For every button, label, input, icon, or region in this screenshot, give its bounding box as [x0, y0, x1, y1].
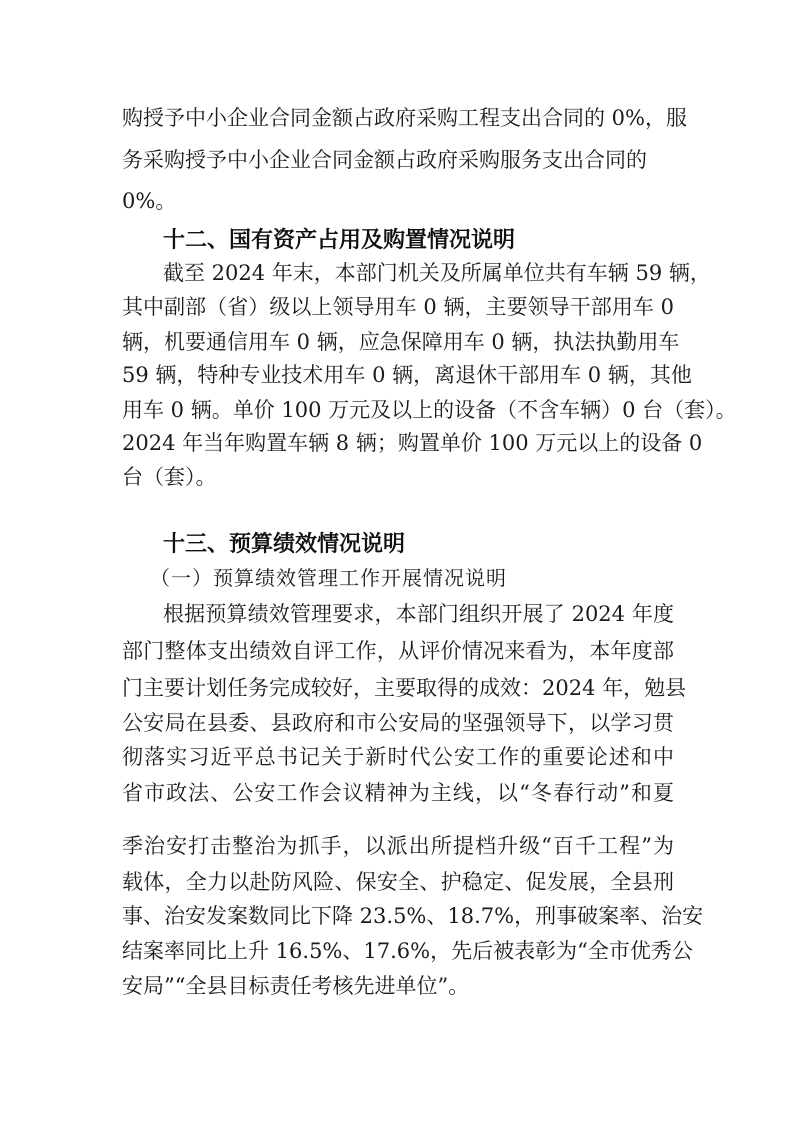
paragraph-line: 彻落实习近平总书记关于新时代公安工作的重要论述和中: [122, 745, 674, 769]
paragraph-line: 部门整体支出绩效自评工作，从评价情况来看为，本年度部: [122, 639, 674, 663]
paragraph-line: 其中副部（省）级以上领导用车 0 辆，主要领导干部用车 0: [122, 295, 674, 319]
paragraph-line: 省市政法、公安工作会议精神为主线，以“冬春行动”和夏: [122, 781, 674, 805]
section-heading-12: 十二、国有资产占用及购置情况说明: [163, 228, 516, 253]
paragraph-line: 2024 年当年购置车辆 8 辆；购置单价 100 万元以上的设备 0: [122, 431, 703, 455]
paragraph-line: 购授予中小企业合同金额占政府采购工程支出合同的 0%，服: [122, 106, 687, 130]
paragraph-line: 务采购授予中小企业合同金额占政府采购服务支出合同的: [122, 148, 647, 172]
paragraph-line: 结案率同比上升 16.5%、17.6%，先后被表彰为“全市优秀公: [122, 939, 693, 963]
section-heading-13: 十三、预算绩效情况说明: [163, 532, 406, 557]
paragraph-line: 公安局在县委、县政府和市公安局的坚强领导下，以学习贯: [122, 711, 674, 735]
subsection-heading: （一）预算绩效管理工作开展情况说明: [150, 566, 507, 590]
paragraph-line: 门主要计划任务完成较好，主要取得的成效：2024 年，勉县: [122, 676, 687, 700]
paragraph-line: 根据预算绩效管理要求，本部门组织开展了 2024 年度: [163, 602, 674, 626]
paragraph-line: 季治安打击整治为抓手，以派出所提档升级“百千工程”为: [122, 834, 674, 858]
paragraph-line: 截至 2024 年末，本部门机关及所属单位共有车辆 59 辆，: [163, 261, 711, 285]
paragraph-line: 安局”“全县目标责任考核先进单位”。: [122, 974, 470, 998]
paragraph-line: 辆，机要通信用车 0 辆，应急保障用车 0 辆，执法执勤用车: [122, 330, 680, 354]
paragraph-line: 59 辆，特种专业技术用车 0 辆，离退休干部用车 0 辆，其他: [122, 363, 692, 387]
paragraph-line: 事、治安发案数同比下降 23.5%、18.7%，刑事破案率、治安: [122, 904, 704, 928]
paragraph-line: 0%。: [122, 189, 177, 213]
paragraph-line: 用车 0 辆。单价 100 万元及以上的设备（不含车辆）0 台（套）。: [122, 398, 737, 422]
paragraph-line: 载体，全力以赴防风险、保安全、护稳定、促发展，全县刑: [122, 870, 674, 894]
paragraph-line: 台（套）。: [122, 465, 217, 489]
